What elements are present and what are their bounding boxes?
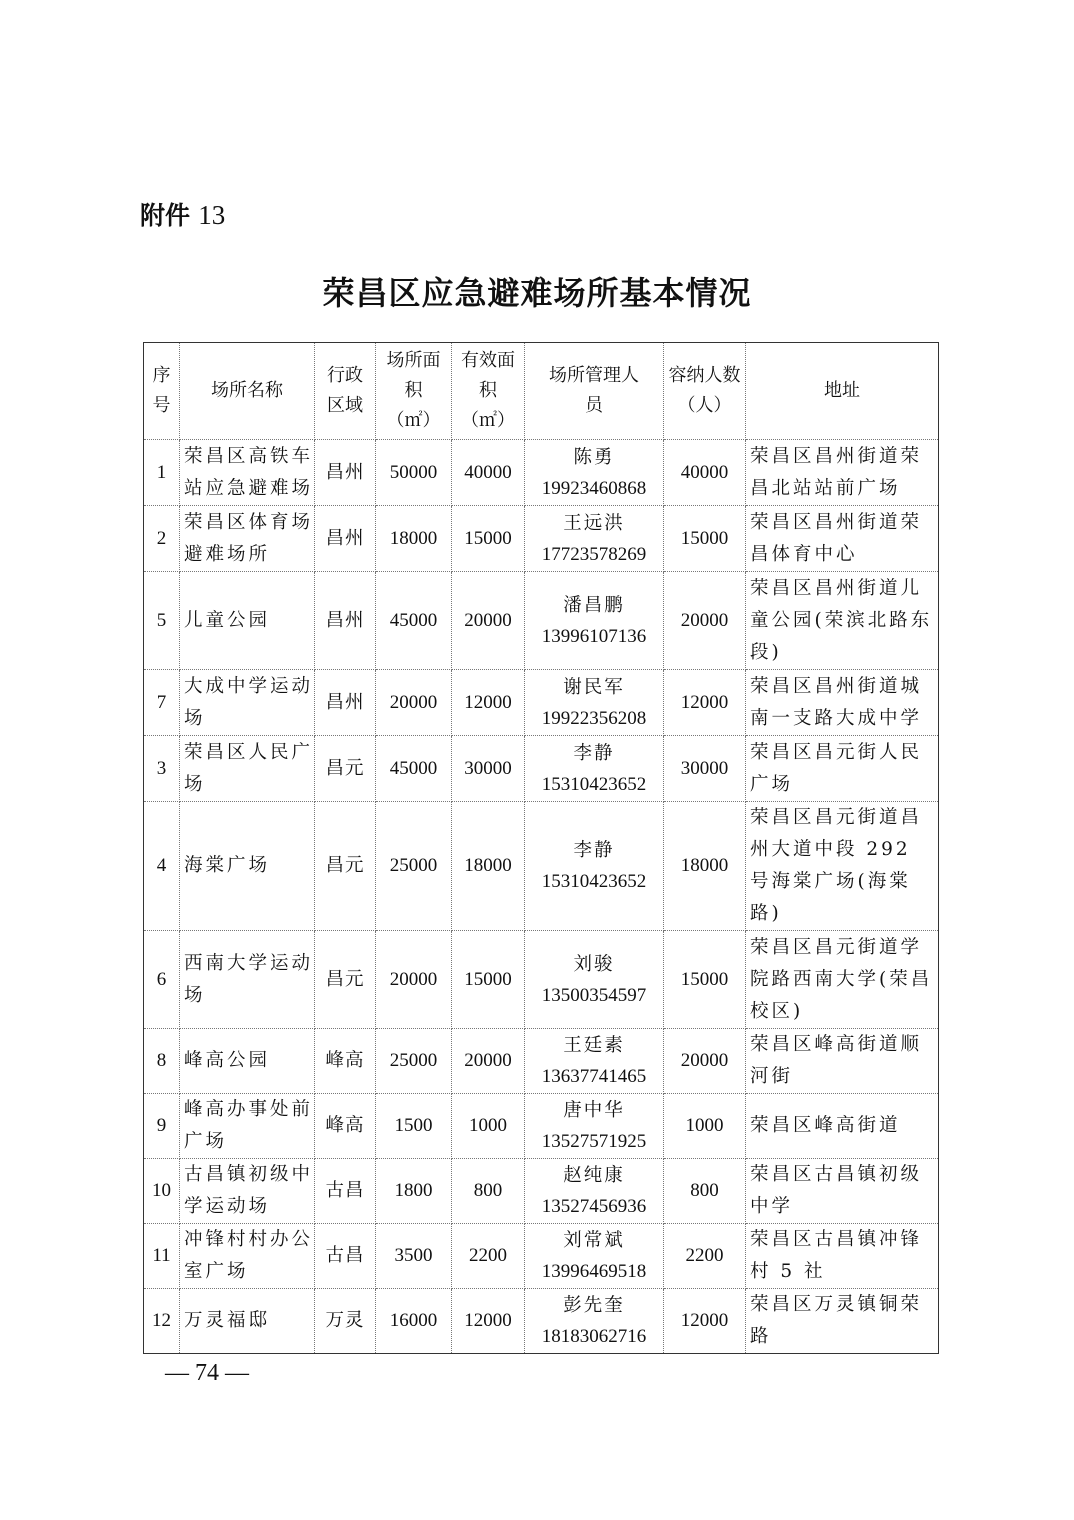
table-row xyxy=(144,802,939,931)
shelter-table xyxy=(143,342,939,1354)
cell-effective: 1000 xyxy=(452,1094,525,1159)
manager-phone: 15310423652 xyxy=(541,871,647,892)
header-seq: 序号 xyxy=(144,343,180,440)
manager-name: 王远洪 xyxy=(563,512,625,534)
cell-district: 昌元 xyxy=(315,736,376,802)
cell-effective: 40000 xyxy=(452,440,525,506)
manager-phone: 17723578269 xyxy=(541,543,647,565)
header-row xyxy=(144,343,939,440)
manager-name: 李静 xyxy=(573,742,615,764)
manager-name: 潘昌鹏 xyxy=(563,594,625,616)
cell-address: 荣昌区昌州街道荣昌北站站前广场 xyxy=(746,440,939,506)
cell-name: 儿童公园 xyxy=(180,572,315,670)
cell-name: 万灵福邸 xyxy=(180,1289,315,1354)
cell-area: 25000 xyxy=(376,1029,452,1094)
cell-name: 荣昌区体育场避难场所 xyxy=(180,506,315,572)
table-row xyxy=(144,1094,939,1159)
cell-capacity: 15000 xyxy=(664,506,746,572)
cell-name: 古昌镇初级中学运动场 xyxy=(180,1159,315,1224)
cell-effective: 12000 xyxy=(452,1289,525,1354)
cell-district: 峰高 xyxy=(315,1029,376,1094)
cell-name: 荣昌区人民广场 xyxy=(180,736,315,802)
manager-name: 李静 xyxy=(573,840,615,861)
cell-capacity: 30000 xyxy=(664,736,746,802)
cell-seq: 1 xyxy=(144,440,180,506)
manager-phone: 19922356208 xyxy=(541,707,647,729)
cell-manager xyxy=(525,736,664,802)
cell-seq: 11 xyxy=(144,1224,180,1289)
cell-manager xyxy=(525,572,664,670)
manager-phone: 18183062716 xyxy=(541,1326,647,1347)
cell-capacity: 12000 xyxy=(664,670,746,736)
cell-effective: 20000 xyxy=(452,1029,525,1094)
cell-manager xyxy=(525,440,664,506)
attachment-label xyxy=(140,196,225,232)
manager-phone: 13996107136 xyxy=(541,625,647,647)
cell-name: 冲锋村村办公室广场 xyxy=(180,1224,315,1289)
header-manager: 场所管理人员 xyxy=(525,343,664,440)
cell-manager xyxy=(525,1094,664,1159)
manager-phone: 13637741465 xyxy=(541,1066,647,1087)
manager-phone: 13527571925 xyxy=(541,1131,647,1152)
cell-area: 20000 xyxy=(376,670,452,736)
cell-address: 荣昌区昌元街道学院路西南大学(荣昌校区) xyxy=(746,931,939,1029)
cell-district: 万灵 xyxy=(315,1289,376,1354)
cell-manager xyxy=(525,670,664,736)
cell-effective: 800 xyxy=(452,1159,525,1224)
cell-seq: 3 xyxy=(144,736,180,802)
manager-phone: 19923460868 xyxy=(541,477,647,499)
table-row xyxy=(144,1029,939,1094)
cell-address: 荣昌区昌州街道儿童公园(荣滨北路东段) xyxy=(746,572,939,670)
cell-address: 荣昌区昌元街道昌州大道中段 292 号海棠广场(海棠路) xyxy=(746,802,939,931)
manager-name: 彭先奎 xyxy=(563,1295,625,1316)
attachment-word: 附件 xyxy=(140,201,191,230)
header-district: 行政区域 xyxy=(315,343,376,440)
header-capacity: 容纳人数（人） xyxy=(664,343,746,440)
cell-manager xyxy=(525,931,664,1029)
cell-seq: 7 xyxy=(144,670,180,736)
cell-seq: 9 xyxy=(144,1094,180,1159)
cell-district: 古昌 xyxy=(315,1224,376,1289)
attachment-number: 13 xyxy=(198,200,226,230)
manager-phone: 13500354597 xyxy=(541,984,647,1006)
cell-capacity: 15000 xyxy=(664,931,746,1029)
cell-address: 荣昌区古昌镇初级中学 xyxy=(746,1159,939,1224)
table-body xyxy=(144,440,939,1354)
header-effective: 有效面积（㎡） xyxy=(452,343,525,440)
header-name: 场所名称 xyxy=(180,343,315,440)
manager-phone: 15310423652 xyxy=(541,773,647,795)
cell-name: 峰高公园 xyxy=(180,1029,315,1094)
cell-address: 荣昌区万灵镇铜荣路 xyxy=(746,1289,939,1354)
cell-manager xyxy=(525,506,664,572)
cell-area: 16000 xyxy=(376,1289,452,1354)
cell-area: 25000 xyxy=(376,802,452,931)
cell-seq: 12 xyxy=(144,1289,180,1354)
cell-name: 荣昌区高铁车站应急避难场 xyxy=(180,440,315,506)
cell-name: 西南大学运动场 xyxy=(180,931,315,1029)
cell-address: 荣昌区昌州街道城南一支路大成中学 xyxy=(746,670,939,736)
manager-phone: 13996469518 xyxy=(541,1261,647,1282)
manager-name: 唐中华 xyxy=(563,1100,625,1121)
cell-name: 峰高办事处前广场 xyxy=(180,1094,315,1159)
table-row xyxy=(144,1289,939,1354)
manager-name: 王廷素 xyxy=(563,1035,625,1056)
cell-seq: 5 xyxy=(144,572,180,670)
cell-district: 昌州 xyxy=(315,572,376,670)
table-row xyxy=(144,440,939,506)
cell-effective: 12000 xyxy=(452,670,525,736)
cell-seq: 4 xyxy=(144,802,180,931)
cell-name: 大成中学运动场 xyxy=(180,670,315,736)
manager-name: 赵纯康 xyxy=(563,1165,625,1186)
cell-area: 50000 xyxy=(376,440,452,506)
manager-phone: 13527456936 xyxy=(541,1196,647,1217)
cell-area: 1500 xyxy=(376,1094,452,1159)
cell-manager xyxy=(525,1029,664,1094)
page-title: 荣昌区应急避难场所基本情况 xyxy=(322,274,752,312)
table-row xyxy=(144,1159,939,1224)
cell-seq: 8 xyxy=(144,1029,180,1094)
cell-district: 昌州 xyxy=(315,440,376,506)
cell-effective: 20000 xyxy=(452,572,525,670)
cell-district: 峰高 xyxy=(315,1094,376,1159)
cell-address: 荣昌区昌元街人民广场 xyxy=(746,736,939,802)
cell-capacity: 2200 xyxy=(664,1224,746,1289)
cell-district: 昌州 xyxy=(315,670,376,736)
page-number: — 74 — xyxy=(165,1360,249,1386)
cell-area: 3500 xyxy=(376,1224,452,1289)
cell-effective: 2200 xyxy=(452,1224,525,1289)
cell-address: 荣昌区古昌镇冲锋村 5 社 xyxy=(746,1224,939,1289)
cell-district: 昌元 xyxy=(315,931,376,1029)
cell-capacity: 18000 xyxy=(664,802,746,931)
cell-district: 古昌 xyxy=(315,1159,376,1224)
table-row xyxy=(144,506,939,572)
cell-address: 荣昌区峰高街道 xyxy=(746,1094,939,1159)
cell-name: 海棠广场 xyxy=(180,802,315,931)
header-area: 场所面积（㎡） xyxy=(376,343,452,440)
cell-district: 昌元 xyxy=(315,802,376,931)
manager-name: 陈勇 xyxy=(573,446,615,468)
table-row xyxy=(144,736,939,802)
cell-effective: 15000 xyxy=(452,931,525,1029)
header-address: 地址 xyxy=(746,343,939,440)
cell-area: 18000 xyxy=(376,506,452,572)
cell-effective: 15000 xyxy=(452,506,525,572)
cell-seq: 10 xyxy=(144,1159,180,1224)
manager-name: 刘骏 xyxy=(573,953,615,975)
cell-capacity: 40000 xyxy=(664,440,746,506)
manager-name: 谢民军 xyxy=(563,676,625,698)
cell-seq: 6 xyxy=(144,931,180,1029)
manager-name: 刘常斌 xyxy=(563,1230,625,1251)
cell-capacity: 800 xyxy=(664,1159,746,1224)
cell-capacity: 20000 xyxy=(664,572,746,670)
cell-address: 荣昌区昌州街道荣昌体育中心 xyxy=(746,506,939,572)
cell-capacity: 20000 xyxy=(664,1029,746,1094)
cell-manager xyxy=(525,802,664,931)
cell-manager xyxy=(525,1224,664,1289)
cell-area: 20000 xyxy=(376,931,452,1029)
table-row xyxy=(144,931,939,1029)
cell-area: 1800 xyxy=(376,1159,452,1224)
table-row xyxy=(144,670,939,736)
cell-capacity: 12000 xyxy=(664,1289,746,1354)
table-row xyxy=(144,1224,939,1289)
cell-seq: 2 xyxy=(144,506,180,572)
cell-district: 昌州 xyxy=(315,506,376,572)
cell-address: 荣昌区峰高街道顺河街 xyxy=(746,1029,939,1094)
cell-capacity: 1000 xyxy=(664,1094,746,1159)
cell-effective: 30000 xyxy=(452,736,525,802)
cell-area: 45000 xyxy=(376,736,452,802)
table-row xyxy=(144,572,939,670)
cell-manager xyxy=(525,1289,664,1354)
cell-area: 45000 xyxy=(376,572,452,670)
cell-effective: 18000 xyxy=(452,802,525,931)
cell-manager xyxy=(525,1159,664,1224)
